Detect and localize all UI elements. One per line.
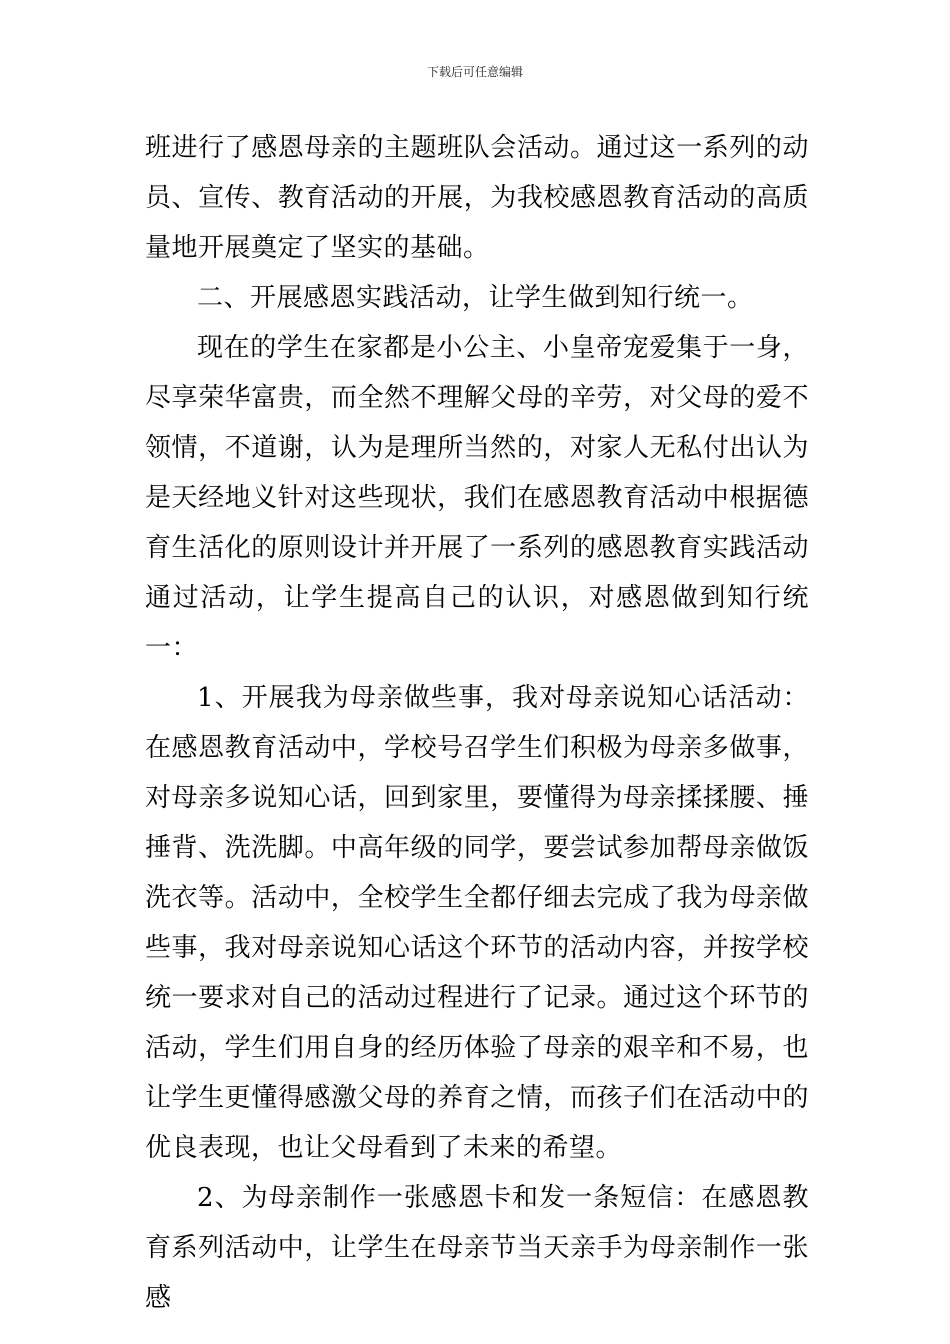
paragraph-current-situation: 现在的学生在家都是小公主、小皇帝宠爱集于一身，尽享荣华富贵，而全然不理解父母的辛劳，对父母的爱不领情，不道谢，认为是理所当然的，对家人无私付出认为是天经地义针对这些现状，我们在感恩教育活动中根据德育生活化的原则设计并开展了一系列的感恩教育实践活动通过活动，让学生提高自己的认识，对感恩做到知行统一：	[145, 333, 809, 663]
paragraph-continuation: 班进行了感恩母亲的主题班队会活动。通过这一系列的动员、宣传、教育活动的开展，为我校感恩教育活动的高质量地开展奠定了坚实的基础。	[145, 133, 809, 263]
paragraph-item-one: 1、开展我为母亲做些事，我对母亲说知心话活动：在感恩教育活动中，学校号召学生们积极为母亲多做事，对母亲多说知心话，回到家里，要懂得为母亲揉揉腰、捶捶背、洗洗脚。中高年级的同学，要尝试参加帮母亲做饭洗衣等。活动中，全校学生全都仔细去完成了我为母亲做些事，我对母亲说知心话这个环节的活动内容，并按学校统一要求对自己的活动过程进行了记录。通过这个环节的活动，学生们用自身的经历体验了母亲的艰辛和不易，也让学生更懂得感激父母的养育之情，而孩子们在活动中的优良表现，也让父母看到了未来的希望。	[145, 683, 809, 1163]
paragraph-item-two: 2、为母亲制作一张感恩卡和发一条短信：在感恩教育系列活动中，让学生在母亲节当天亲手为母亲制作一张感	[145, 1183, 809, 1313]
section-heading-two: 二、开展感恩实践活动，让学生做到知行统一。	[197, 283, 754, 313]
page-header: 下载后可任意编辑	[426, 65, 523, 79]
document-body	[145, 123, 809, 1323]
